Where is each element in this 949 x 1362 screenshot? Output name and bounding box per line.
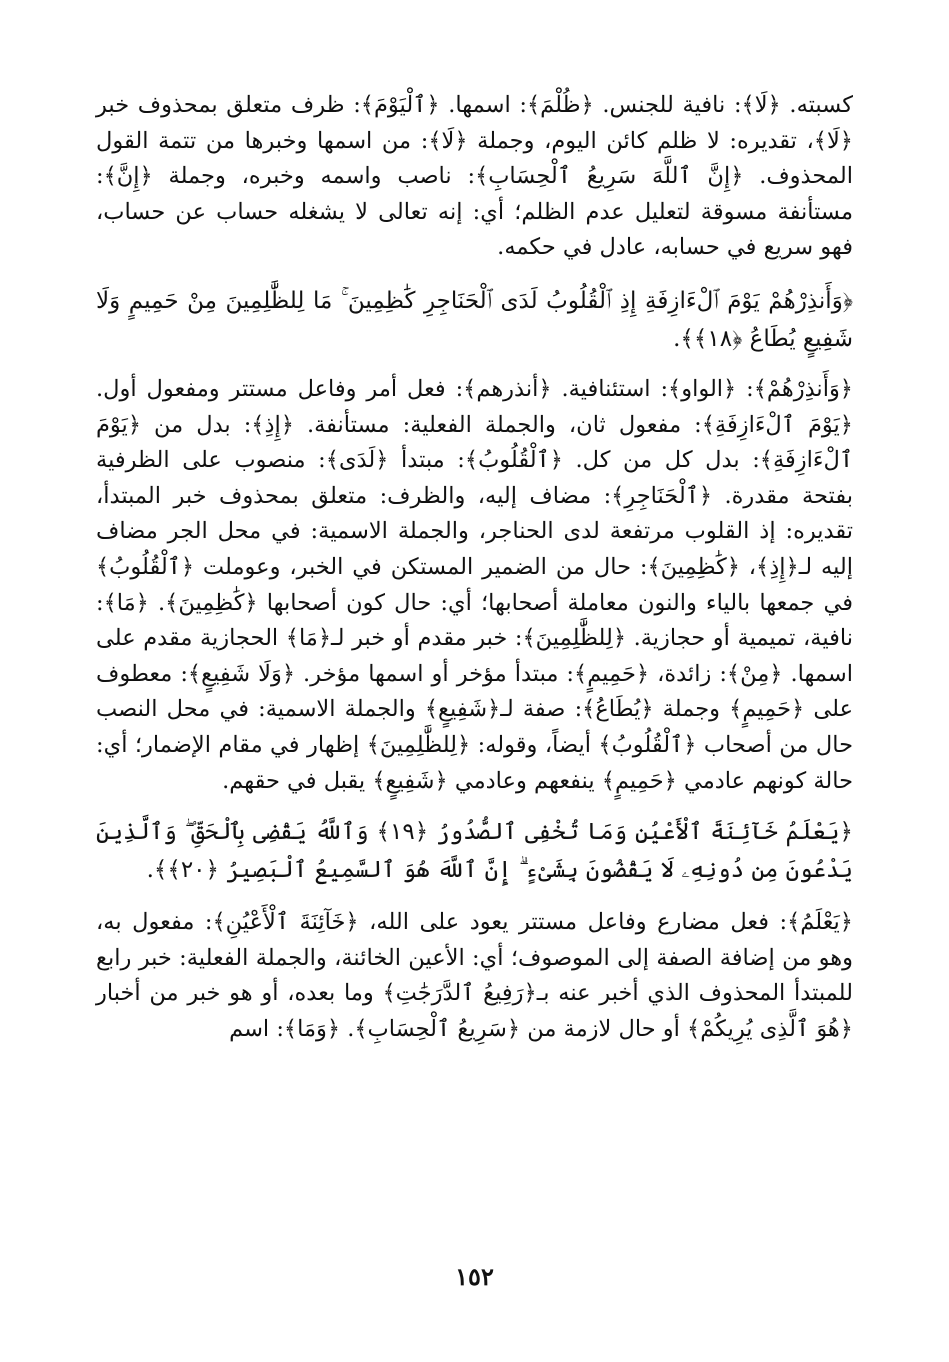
quran-verse-19-20: ﴿يَعْلَمُ خَآئِنَةَ ٱلْأَعْيُنِ وَمَا تُخْفِى ٱلصُّدُورُ ﴿١٩﴾ وَٱللَّهُ يَقْضِى بِٱلْحَقِّ ۖ وَٱلَّذِينَ يَدْعُونَ مِن دُونِهِۦ لَا يَقْضُونَ بِشَىْءٍ ۗ إِنَّ ٱللَّهَ هُوَ ٱلسَّمِيعُ ٱلْبَصِيرُ ﴿٢٠﴾﴾. [96, 819, 853, 884]
commentary-paragraph: ﴿يَعْلَمُ﴾: فعل مضارع وفاعل مستتر يعود على الله، ﴿خَآئِنَةَ ٱلْأَعْيُنِ﴾: مفعول به، وهو من إضافة الصفة إلى الموصوف؛ أي: الأعين الخائنة، والجملة الفعلية: خبر رابع للمبتدأ المحذوف الذي أخبر عنه بـ﴿رَفِيعُ ٱلدَّرَجَٰتِ﴾ وما بعده، أو هو خبر من أخبار ﴿هُوَ ٱلَّذِى يُرِيكُمْ﴾ أو حال لازمة من ﴿سَرِيعُ ٱلْحِسَابِ﴾. ﴿وَمَا﴾: اسم [96, 909, 853, 1042]
quran-verse-18: ﴿وَأَنذِرْهُمْ يَوْمَ ٱلْءَازِفَةِ إِذِ ٱلْقُلُوبُ لَدَى ٱلْحَنَاجِرِ كَٰظِمِينَ ۚ مَا لِلظَّٰلِمِينَ مِنْ حَمِيمٍ وَلَا شَفِيعٍ يُطَاعُ ﴿١٨﴾﴾. [96, 287, 853, 352]
page-number: ١٥٢ [455, 1262, 494, 1291]
commentary-paragraph: ﴿وَأَنذِرْهُمْ﴾: ﴿الواو﴾: استئنافية. ﴿أنذرهم﴾: فعل أمر وفاعل مستتر ومفعول أول. ﴿يَوْمَ ٱلْءَازِفَةِ﴾: مفعول ثان، والجملة الفعلية: مستأنفة. ﴿إِذِ﴾: بدل من ﴿يَوْمَ ٱلْءَازِفَةِ﴾: بدل كل من كل. ﴿ٱلْقُلُوبُ﴾: مبتدأ ﴿لَدَى﴾: منصوب على الظرفية بفتحة مقدرة. ﴿ٱلْحَنَاجِرِ﴾: مضاف إليه، والظرف: متعلق بمحذوف خبر المبتدأ، تقديره: إذ القلوب مرتفعة لدى الحناجر، والجملة الاسمية: في محل الجر مضاف إليه لـ﴿إِذِ﴾، ﴿كَٰظِمِينَ﴾: حال من الضمير المستكن في الخبر، وعوملت ﴿ٱلْقُلُوبُ﴾ في جمعها بالياء والنون معاملة أصحابها؛ أي: حال كون أصحابها ﴿كَٰظِمِينَ﴾. ﴿مَا﴾: نافية، تميمية أو حجازية. ﴿لِلظَّٰلِمِينَ﴾: خبر مقدم أو خبر لـ﴿مَا﴾ الحجازية مقدم على اسمها. ﴿مِنْ﴾: زائدة، ﴿حَمِيمٍ﴾: مبتدأ مؤخر أو اسمها مؤخر. ﴿وَلَا شَفِيعٍ﴾: معطوف على ﴿حَمِيمٍ﴾ وجملة ﴿يُطَاعُ﴾: صفة لـ﴿شَفِيعٍ﴾ والجملة الاسمية: في محل النصب حال من أصحاب ﴿ٱلْقُلُوبُ﴾ أيضاً، وقوله: ﴿لِلظَّٰلِمِينَ﴾ إظهار في مقام الإضمار؛ أي: حالة كونهم عادمي ﴿حَمِيمٍ﴾ ينفعهم وعادمي ﴿شَفِيعٍ﴾ يقبل في حقهم. [96, 375, 853, 794]
commentary-paragraph: كسبته. ﴿لَا﴾: نافية للجنس. ﴿ظُلْمَ﴾: اسمها. ﴿ٱلْيَوْمَ﴾: ظرف متعلق بمحذوف خبر ﴿لَا﴾، تقديره: لا ظلم كائن اليوم، وجملة ﴿لَا﴾: من اسمها وخبرها من تتمة القول المحذوف. ﴿إِنَّ ٱللَّهَ سَرِيعُ ٱلْحِسَابِ﴾: ناصب واسمه وخبره، وجملة ﴿إِنَّ﴾: مستأنفة مسوقة لتعليل عدم الظلم؛ أي: إنه تعالى لا يشغله حساب عن حساب، فهو سريع في حسابه، عادل في حكمه. [96, 92, 853, 261]
